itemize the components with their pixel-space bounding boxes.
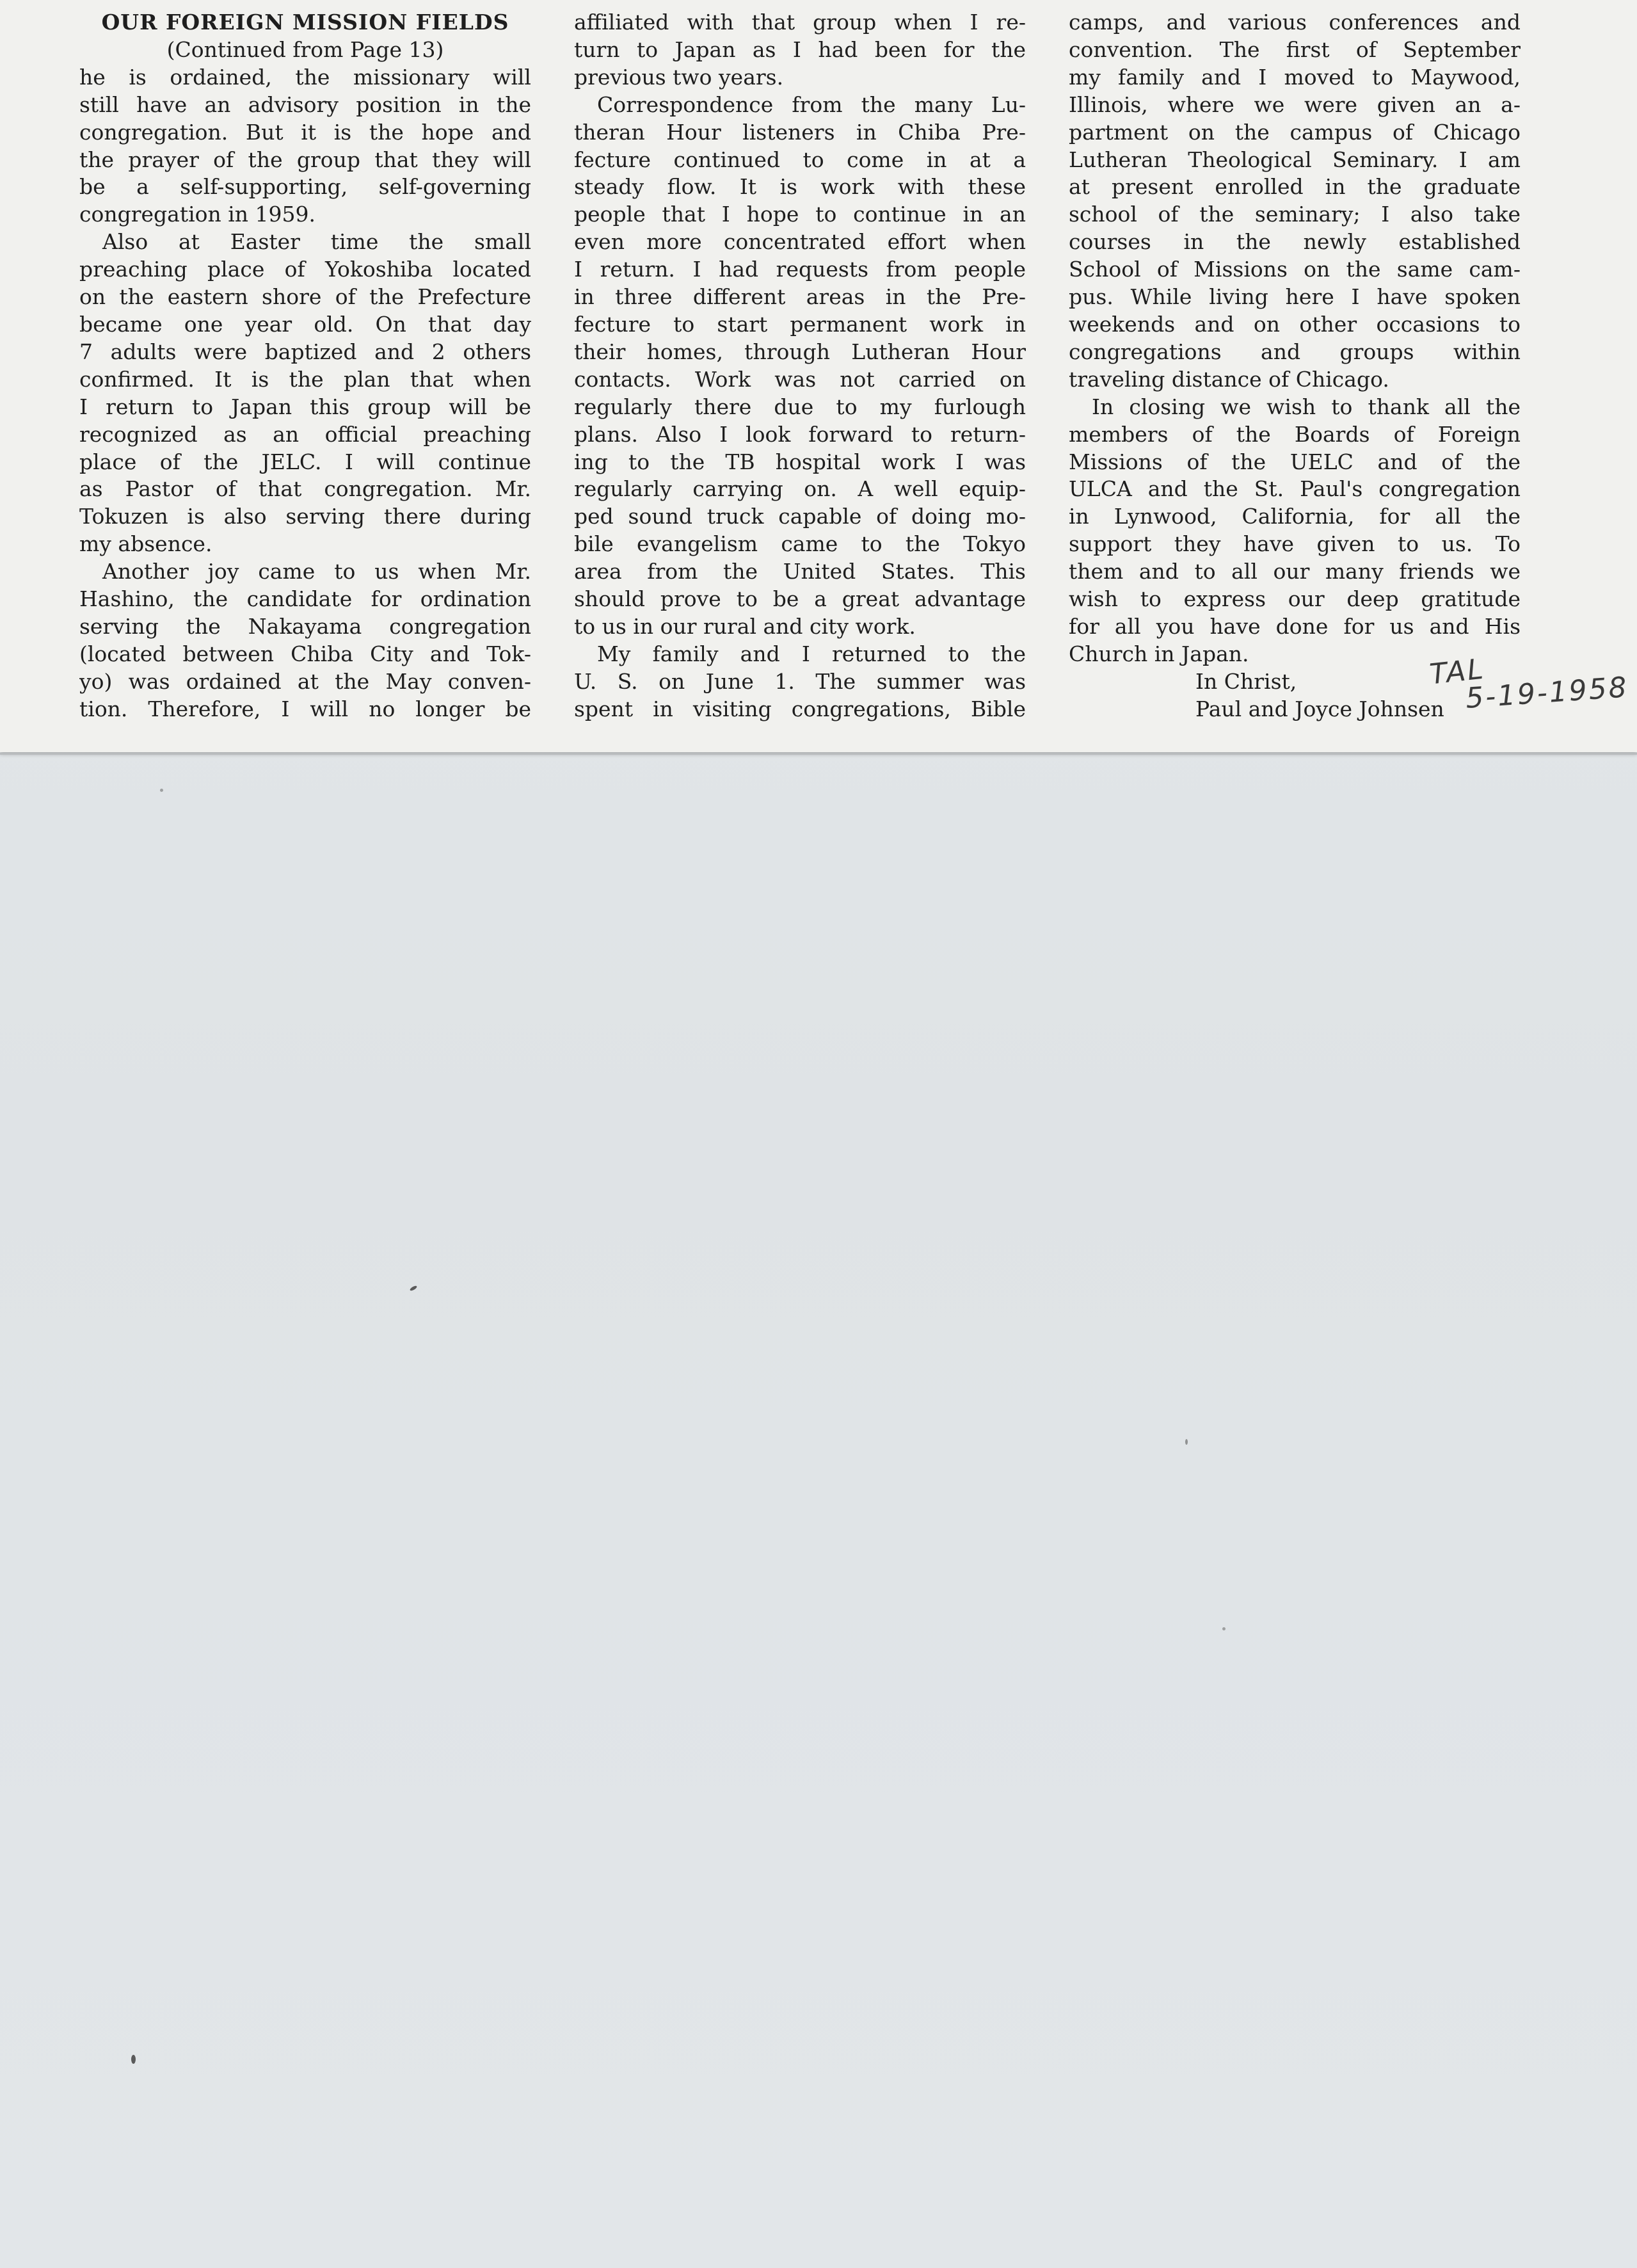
article-line: congregations and groups within [1069, 339, 1521, 364]
article-line: regularly there due to my furlough [574, 394, 1026, 419]
article-line: Another joy came to us when Mr. [102, 559, 531, 584]
article-line: tion. Therefore, I will no longer be [79, 696, 531, 721]
article-line: Correspondence from the many Lu- [597, 92, 1026, 117]
article-line: Hashino, the candidate for ordination [79, 586, 531, 612]
article-line: School of Missions on the same cam- [1069, 257, 1521, 282]
article-line: my family and I moved to Maywood, [1069, 64, 1521, 90]
article-line: contacts. Work was not carried on [574, 366, 1026, 392]
article-line: traveling distance of Chicago. [1069, 366, 1389, 392]
article-line: on the eastern shore of the Prefecture [79, 284, 531, 310]
article-column-2 [574, 9, 1026, 723]
article-line: confirmed. It is the plan that when [79, 366, 531, 392]
article-line: their homes, through Lutheran Hour [574, 339, 1026, 364]
article-line: previous two years. [574, 64, 784, 90]
article-line: pus. While living here I have spoken [1069, 284, 1521, 310]
article-line: congregation in 1959. [79, 202, 316, 227]
article-line: to us in our rural and city work. [574, 613, 916, 639]
handwritten-date: 5-19-1958 [1464, 671, 1630, 715]
article-line: members of the Boards of Foreign [1069, 421, 1521, 447]
dust-speck [1222, 1627, 1226, 1630]
article-line: regularly carrying on. A well equip- [574, 476, 1026, 502]
article-line: be a self-supporting, self-governing [79, 174, 531, 200]
article-line: weekends and on other occasions to [1069, 311, 1521, 337]
article-line: Church in Japan. [1069, 641, 1249, 666]
article-line: steady flow. It is work with these [574, 174, 1026, 200]
article-line: in Lynwood, California, for all the [1069, 504, 1521, 529]
article-line: in three different areas in the Pre- [574, 284, 1026, 310]
article-column-1 [79, 9, 531, 723]
dust-speck [1185, 1439, 1188, 1445]
article-line: at present enrolled in the graduate [1069, 174, 1521, 200]
article-line: wish to express our deep gratitude [1069, 586, 1521, 612]
article-line: preaching place of Yokoshiba located [79, 257, 531, 282]
article-subhead: (Continued from Page 13) [166, 36, 444, 62]
article-line: people that I hope to continue in an [574, 202, 1026, 227]
article-line: support they have given to us. To [1069, 531, 1521, 557]
article-line: Tokuzen is also serving there during [79, 504, 531, 529]
article-line: ULCA and the St. Paul's congregation [1069, 476, 1521, 502]
article-line: theran Hour listeners in Chiba Pre- [574, 119, 1026, 145]
article-line: U. S. on June 1. The summer was [574, 668, 1026, 694]
closing-line: In Christ, [1195, 668, 1297, 694]
dust-speck [131, 2055, 136, 2064]
article-line: In closing we wish to thank all the [1092, 394, 1521, 419]
article-line: courses in the newly established [1069, 229, 1521, 255]
article-line: he is ordained, the missionary will [79, 64, 531, 90]
article-line: partment on the campus of Chicago [1069, 119, 1521, 145]
article-line: camps, and various conferences and [1069, 10, 1521, 35]
article-line: place of the JELC. I will continue [79, 449, 531, 474]
article-line: fecture continued to come in at a [574, 147, 1026, 172]
article-line: bile evangelism came to the Tokyo [574, 531, 1026, 557]
clipping-bottom-edge [0, 753, 1637, 755]
signature-line: Paul and Joyce Johnsen [1195, 696, 1444, 721]
article-column-3 [1069, 9, 1521, 723]
article-line: congregation. But it is the hope and [79, 119, 531, 145]
article-line: area from the United States. This [574, 559, 1026, 584]
dust-speck [410, 1285, 418, 1291]
article-line: recognized as an official preaching [79, 421, 531, 447]
article-line: the prayer of the group that they will [79, 147, 531, 172]
article-line: Also at Easter time the small [102, 229, 531, 255]
newspaper-clipping [0, 0, 1637, 752]
article-line: still have an advisory position in the [79, 92, 531, 117]
article-line: as Pastor of that congregation. Mr. [79, 476, 531, 502]
article-line: plans. Also I look forward to return- [574, 421, 1026, 447]
article-line: school of the seminary; I also take [1069, 202, 1521, 227]
article-line: I return. I had requests from people [574, 257, 1026, 282]
article-line: Missions of the UELC and of the [1069, 449, 1521, 474]
article-line: became one year old. On that day [79, 311, 531, 337]
article-line: yo) was ordained at the May conven- [79, 668, 531, 694]
article-line: even more concentrated effort when [574, 229, 1026, 255]
article-line: Illinois, where we were given an a- [1069, 92, 1521, 117]
handwritten-initials: TAL [1428, 652, 1487, 691]
article-line: turn to Japan as I had been for the [574, 36, 1026, 62]
article-line: for all you have done for us and His [1069, 613, 1521, 639]
article-line: my absence. [79, 531, 212, 557]
article-line: Lutheran Theological Seminary. I am [1069, 147, 1521, 172]
article-line: them and to all our many friends we [1069, 559, 1521, 584]
article-headline: OUR FOREIGN MISSION FIELDS [101, 10, 509, 35]
article-line: fecture to start permanent work in [574, 311, 1026, 337]
article-line: ing to the TB hospital work I was [574, 449, 1026, 474]
article-line: I return to Japan this group will be [79, 394, 531, 419]
dust-speck [160, 789, 163, 792]
article-line: 7 adults were baptized and 2 others [79, 339, 531, 364]
article-line: should prove to be a great advantage [574, 586, 1026, 612]
article-line: spent in visiting congregations, Bible [574, 696, 1026, 721]
article-line: affiliated with that group when I re- [574, 10, 1026, 35]
article-line: serving the Nakayama congregation [79, 613, 531, 639]
article-line: ped sound truck capable of doing mo- [574, 504, 1026, 529]
article-line: My family and I returned to the [597, 641, 1026, 666]
article-line: (located between Chiba City and Tok- [79, 641, 531, 666]
article-line: convention. The first of September [1069, 36, 1521, 62]
